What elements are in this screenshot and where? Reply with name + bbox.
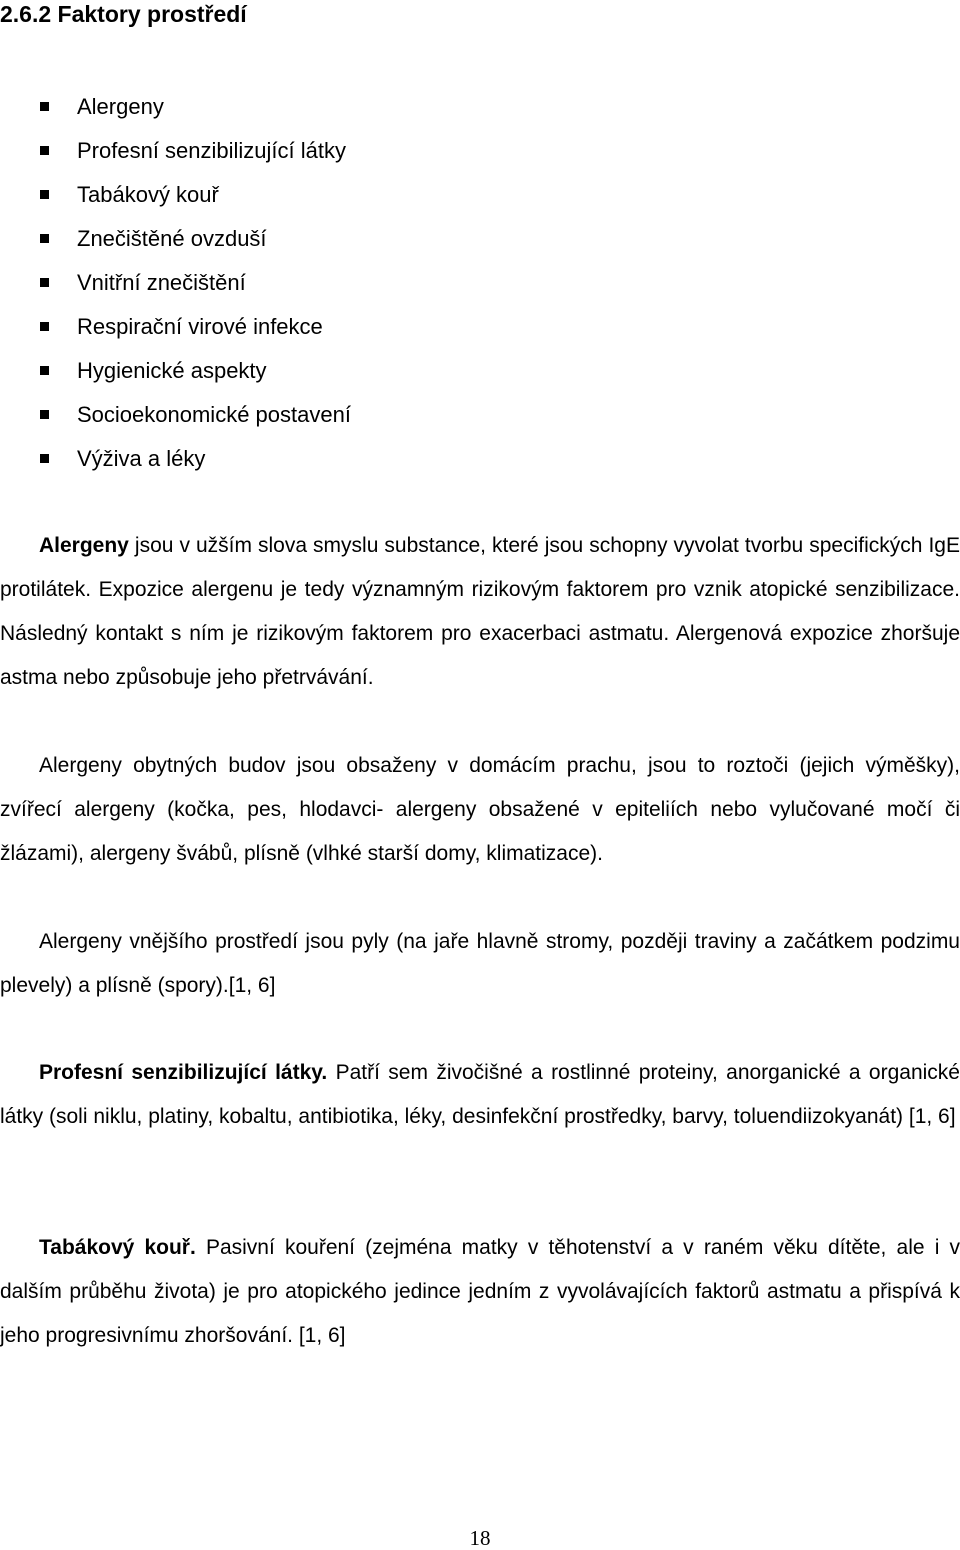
- factor-list: [0, 90, 351, 486]
- tobacco-paragraph: Tabákový kouř. Pasivní kouření (zejména matky v těhotenství a v raném věku dítěte, ale i v dalším průběhu života) je pro atopického jedince jedním z vyvolávajících faktorů astmatu a přispívá k jeho progresivnímu zhoršování. [1, 6]: [0, 1236, 960, 1347]
- list-item: Hygienické aspekty: [0, 354, 351, 398]
- allergens-paragraph: Alergeny jsou v užším slova smyslu substance, které jsou schopny vyvolat tvorbu specifických IgE protilátek. Expozice alergenu je tedy významným rizikovým faktorem pro vznik atopické senzibilizace. Následný kontakt s ním je rizikovým faktorem pro exacerbaci astmatu. Alergenová expozice zhoršuje astma nebo způsobuje jeho přetrvávání.: [0, 534, 960, 689]
- square-bullet-icon: [40, 190, 49, 199]
- list-item: Vnitřní znečištění: [0, 266, 351, 310]
- outdoor-allergens-paragraph: Alergeny vnějšího prostředí jsou pyly (na jaře hlavně stromy, později traviny a začátkem podzimu plevely) a plísně (spory).[1, 6]: [0, 930, 960, 997]
- allergens-term: Alergeny: [39, 534, 129, 557]
- occupational-paragraph: Profesní senzibilizující látky. Patří sem živočišné a rostlinné proteiny, anorganické a organické látky (soli niklu, platiny, kobaltu, antibiotika, léky, desinfekční prostředky, barvy, toluendiizokyanát) [1, 6]: [0, 1061, 960, 1128]
- indoor-allergens-paragraph: Alergeny obytných budov jsou obsaženy v domácím prachu, jsou to roztoči (jejich výměšky), zvířecí alergeny (kočka, pes, hlodavci- alergeny obsažené v epiteliích nebo vylučované močí či žlázami), alergeny švábů, plísně (vlhké starší domy, klimatizace).: [0, 754, 960, 865]
- square-bullet-icon: [40, 366, 49, 375]
- list-item: Socioekonomické postavení: [0, 398, 351, 442]
- square-bullet-icon: [40, 454, 49, 463]
- list-item: Profesní senzibilizující látky: [0, 134, 351, 178]
- square-bullet-icon: [40, 146, 49, 155]
- list-item: Alergeny: [0, 90, 351, 134]
- square-bullet-icon: [40, 102, 49, 111]
- page-number: 18: [469, 1526, 491, 1550]
- square-bullet-icon: [40, 278, 49, 287]
- list-item: Znečištěné ovzduší: [0, 222, 351, 266]
- list-item: Tabákový kouř: [0, 178, 351, 222]
- square-bullet-icon: [40, 322, 49, 331]
- list-item: Výživa a léky: [0, 442, 351, 486]
- square-bullet-icon: [40, 234, 49, 243]
- list-item: Respirační virové infekce: [0, 310, 351, 354]
- tobacco-term: Tabákový kouř.: [39, 1236, 196, 1259]
- square-bullet-icon: [40, 410, 49, 419]
- occupational-term: Profesní senzibilizující látky.: [39, 1061, 328, 1084]
- section-heading: 2.6.2 Faktory prostředí: [0, 1, 247, 27]
